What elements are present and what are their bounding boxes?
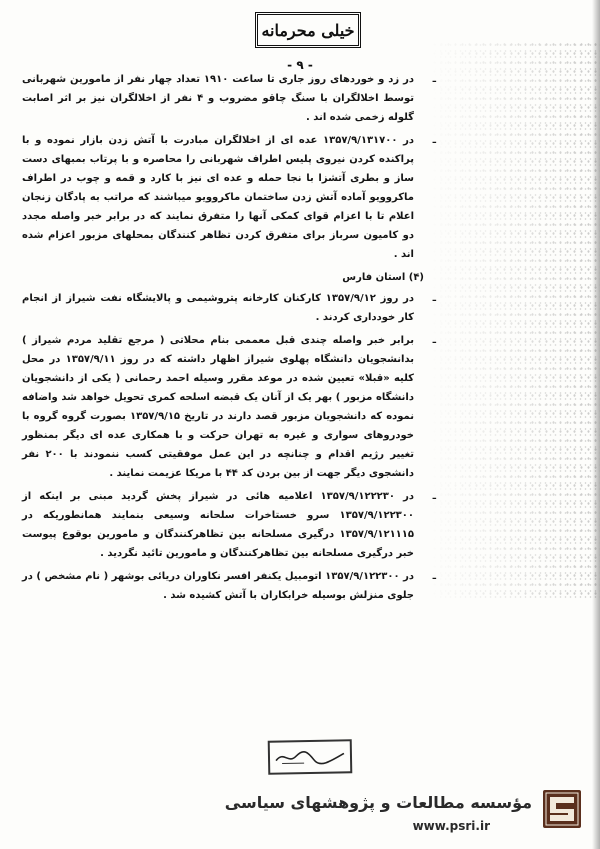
document-body <box>22 70 436 609</box>
signature-stamp <box>268 739 353 774</box>
scan-noise <box>410 40 600 600</box>
paragraph <box>22 289 436 327</box>
section-heading: (۴) استان فارس <box>342 272 424 283</box>
bullet-dash: ـ <box>432 491 436 502</box>
institute-logo-icon <box>542 789 582 829</box>
signature-scribble-icon <box>274 747 346 766</box>
bullet-dash: ـ <box>432 74 436 85</box>
paragraph <box>22 567 436 605</box>
paragraph-text: در روز ۱۳۵۷/۹/۱۲ کارکنان کارخانه پتروشیمی و پالایشگاه نفت شیراز از انجام کار خودداری کردند . <box>22 293 414 323</box>
bullet-dash: ـ <box>432 293 436 304</box>
bullet-dash: ـ <box>432 335 436 346</box>
paragraph-text: در ۱۳۵۷/۹/۱۲۲۲۳۰ اعلامیه هائی در شیراز پخش گردید مبنی بر اینکه از ۱۳۵۷/۹/۱۲۲۳۰۰ سرو خستاخرات سلحانه وسیعی بنمایند همانطوریکه در ۱۳۵۷/۹/۱۲۱۱۱۵ درگیری مسلحانه بین تظاهرکنندگان و مامورین بوقوع پیوست خبر درگیری مسلحانه بین تظاهرکنندگان و مامورین تائید نگردید . <box>22 491 414 559</box>
classification-stamp-text: خیلی محرمانه <box>261 20 355 40</box>
paragraph-text: برابر خبر واصله چندی قبل معممی بنام محلاتی ( مرجع تقلید مردم شیراز ) بدانشجویان دانشگاه پهلوی شیراز اظهار داشته که در روز ۱۳۵۷/۹/۱۱ در محل کلیه «قبلا» تعیین شده در موعد مقرر وسیله احمد رحمانی ( یکی از دانشجویان دانشگاه مزبور ) بهر یک از آنان یک قبضه اسلحه کمری تحویل خواهد شد واضافه نموده که دانشجویان مزبور قصد دارند در تاریخ ۱۳۵۷/۹/۱۵ بصورت گروه گروه با خودروهای سواری و غیره به تهران حرکت و با همکاری عده ای دیگر بمنظور تغییر رژیم اقدام و چنانچه در این عمل موفقیتی کسب ننمودند با ۲۰۰ نفر دانشجوی دیگر جهت از بین بردن کد ۴۴ با مریکا عزیمت نمایند . <box>22 335 415 479</box>
website-url: www.psri.ir <box>412 819 490 833</box>
footer-watermark <box>0 779 600 849</box>
bullet-dash: ـ <box>432 135 436 146</box>
paragraph-text: در ۱۳۵۷/۹/۱۳۱۷۰۰ عده ای از اخلالگران مبادرت با آتش زدن بازار نموده و با پراکنده کردن نیروی پلیس اطراف شهربانی را محاصره و با پرتاب بمبهای دست ساز و بطری آتشزا با نجا حمله و عده ای نیز با کارد و قمه و چوب در اطراف ماکروویو آماده آتش زدن ساختمان ماکروویو میباشند که مراتب به پادگان زنجان اعلام تا با اعزام قوای کمکی آنها را متفرق نمایند که در برابر خبر واصله مجدد دو کامیون سرباز برای متفرق کردن تظاهر کنندگان بمحلهای مزبور اعزام شده اند . <box>22 135 414 260</box>
scan-edge-shadow <box>592 0 600 849</box>
paragraph-text: در ۱۳۵۷/۹/۱۲۲۳۰۰ اتومبیل یکنفر افسر نکاوران دریائی بوشهر ( نام مشخص ) در جلوی منزلش بوسیله خرابکاران با آتش کشیده شد . <box>22 571 414 601</box>
organization-name: مؤسسه مطالعات و پژوهشهای سیاسی <box>224 793 532 812</box>
page-number: - ۹ - <box>287 58 313 72</box>
paragraph <box>22 331 436 483</box>
bullet-dash: ـ <box>432 571 436 582</box>
paragraph <box>22 487 436 563</box>
paragraph-text: در زد و خوردهای روز جاری تا ساعت ۱۹۱۰ تعداد چهار نفر از مامورین شهربانی توسط اخلالگران با سنگ چاقو مضروب و ۴ نفر از اخلالگران نیز بر اثر اصابت گلوله زخمی شده اند . <box>22 74 414 123</box>
classification-stamp <box>255 12 361 48</box>
paragraph <box>22 70 436 127</box>
paragraph <box>22 131 436 264</box>
